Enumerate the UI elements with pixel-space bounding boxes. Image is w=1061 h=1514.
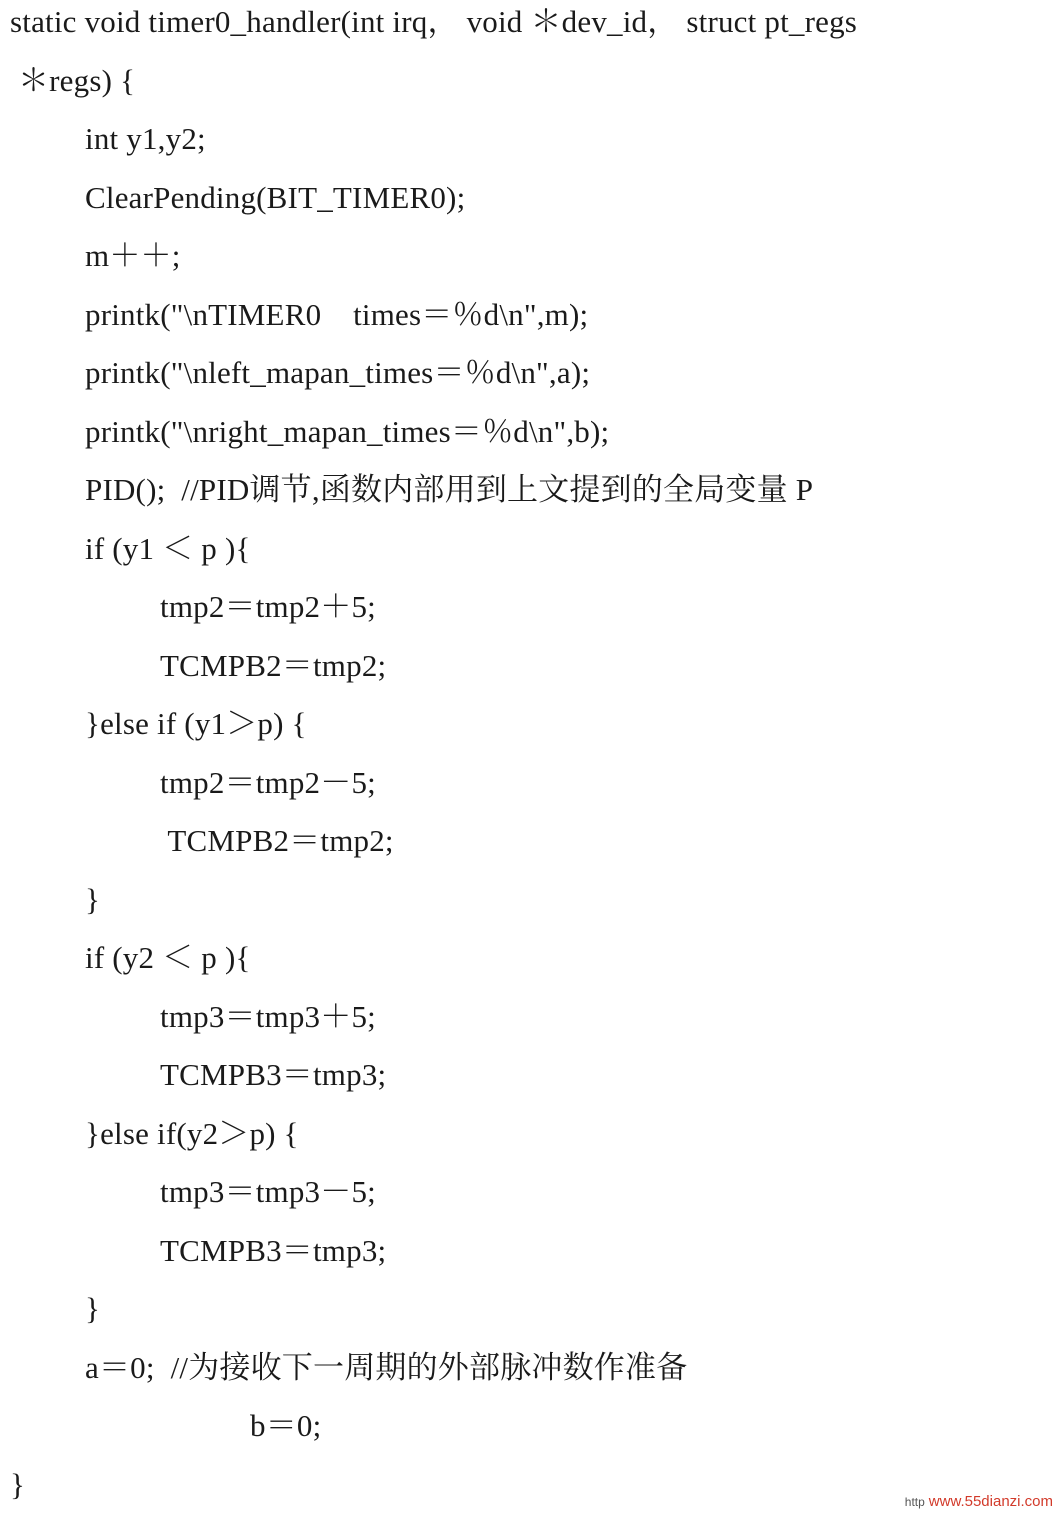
code-line: printk("\nleft_mapan_times＝％d\n",a);: [85, 355, 591, 390]
watermark-prefix: http: [904, 1495, 925, 1509]
code-line: }: [85, 1291, 101, 1326]
code-line: if (y2 ＜ p ){: [85, 940, 251, 975]
site-watermark: [905, 1493, 1053, 1510]
watermark-url: www.55dianzi.com: [928, 1493, 1053, 1510]
code-line: ClearPending(BIT_TIMER0);: [85, 179, 466, 215]
code-line: ＊regs) {: [10, 62, 136, 98]
code-line: }: [10, 1466, 26, 1502]
code-line: PID(); //PID调节,函数内部用到上文提到的全局变量 P: [85, 472, 814, 507]
code-line: m＋＋;: [85, 238, 181, 273]
code-line: printk("\nTIMER0 times＝％d\n",m);: [85, 296, 589, 332]
code-line: tmp3＝tmp3＋5;: [160, 998, 376, 1034]
code-line: tmp3＝tmp3－5;: [160, 1174, 376, 1209]
code-line: static void timer0_handler(int irq， void ＊dev_id， struct pt_regs: [10, 4, 858, 39]
code-line: b＝0;: [250, 1408, 322, 1443]
code-line: tmp2＝tmp2＋5;: [160, 589, 376, 624]
code-line: a＝0; //为接收下一周期的外部脉冲数作准备: [85, 1349, 688, 1385]
code-line: int y1,y2;: [85, 121, 206, 156]
code-line: }else if (y1＞p) {: [85, 706, 307, 741]
code-line: tmp2＝tmp2－5;: [160, 764, 376, 800]
code-line: }else if(y2＞p) {: [85, 1115, 299, 1151]
code-line: printk("\nright_mapan_times＝％d\n",b);: [85, 413, 610, 449]
code-line: TCMPB2＝tmp2;: [160, 647, 387, 683]
code-line: }: [85, 881, 101, 917]
code-line: TCMPB2＝tmp2;: [160, 823, 394, 858]
code-line: TCMPB3＝tmp3;: [160, 1232, 387, 1268]
code-line: TCMPB3＝tmp3;: [160, 1057, 387, 1092]
code-line: if (y1 ＜ p ){: [85, 530, 251, 566]
